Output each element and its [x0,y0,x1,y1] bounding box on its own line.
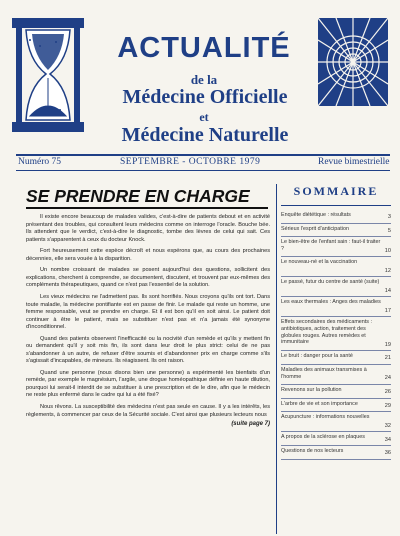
toc-title: SOMMAIRE [281,184,391,206]
toc-item-page: 19 [384,341,391,348]
toc-item[interactable] [281,385,391,399]
toc-item-label: Acupuncture : informations nouvelles [281,414,370,421]
masthead-de-la: de la [190,72,218,87]
toc-item-page: 10 [384,247,391,254]
toc-item-page: 32 [384,422,391,429]
toc-item[interactable] [281,432,391,446]
issue-frequency: Revue bimestrielle [318,157,390,167]
hourglass-logo [10,16,86,134]
article-title: SE PRENDRE EN CHARGE [26,186,250,206]
toc-item[interactable] [281,237,391,257]
toc-item[interactable] [281,257,391,277]
article-body [26,214,270,429]
toc-item[interactable] [281,317,391,351]
toc-item-label: Le nouveau-né et la vaccination [281,259,358,266]
toc-item[interactable] [281,446,391,460]
toc-item-page: 26 [384,389,391,396]
toc-item[interactable] [281,297,391,317]
toc-item-page: 3 [387,214,391,221]
toc-item-label: Le passé, futur du centre de santé (suite) [281,279,380,286]
toc-item-label: Effets secondaires des médicaments : antibiotiques, action, traitement des globules rouges. Autres remèdes et immunitaire [281,319,372,346]
article-paragraph: Quand des patients observent l'inefficacité ou la nocivité d'un remède et qu'ils y mettent fin ou demandent qu'il y soit mis fin, ils sont dans leur droit le plus strict: celui de ne pas s'abandonner à un autre, de refuser d'être soumis et d'abandonner prix en charge comme s'ils s'agissait d'incapables, de mineurs. Ils réagissent. Ils ont raison. [26,335,270,365]
toc-item-label: Le bien-être de l'enfant sain : faut-il traiter ? [281,239,381,252]
toc-item-page: 36 [384,450,391,457]
toc-item-label: Questions de nos lecteurs [281,448,344,455]
masthead-rule-top [16,154,390,156]
masthead-title: ACTUALITÉ [117,32,291,64]
masthead-medecine-naturelle: Médecine Naturelle [121,124,289,146]
toc-item[interactable] [281,365,391,385]
toc-item-page: 24 [384,375,391,382]
article-paragraph: Il existe encore beaucoup de malades valides, c'est-à-dire de patients debout et en activité présentant des troubles, qui consultent leurs médecins comme on interroge l'oracle. Bouche bée. Ils attendent que le verdict, c'est-à-dire le diagnostic, tombe des lèvres de celui qui sait. Ces patients s'apparentent à ceux du docteur Knock. [26,214,270,243]
toc-item-page: 12 [384,267,391,274]
masthead [0,0,400,167]
toc-item[interactable] [281,399,391,413]
issue-date: SEPTEMBRE - OCTOBRE 1979 [120,157,261,167]
toc-item-label: Maladies des animaux transmises à l'homme [281,367,367,380]
toc-item[interactable] [281,210,391,224]
toc-item-label: L'arbre de vie et son importance [281,400,358,407]
toc-item[interactable] [281,351,391,365]
toc-item-label: Enquête diététique : résultats [281,212,351,218]
toc-item-page: 14 [384,287,391,294]
table-of-contents [276,184,391,534]
toc-item-page: 5 [387,227,391,234]
toc-item[interactable] [281,224,391,238]
toc-list [277,210,391,460]
masthead-medecine-officielle: Médecine Officielle [122,86,288,108]
toc-item-page: 29 [384,402,391,409]
article-paragraph: Les vieux médecins ne l'admettent pas. Ils sont horrifiés. Nous croyons qu'ils ont tort. Dans toute maladie, la médecine pontifiante est en passe de finir. Le malade qui reste un homme, une femme responsable, veut se prendre en charge. Et il est bon qu'il en soit ainsi. Le patient doit continuer à être le patient, mais se substituer n'est pas et n'a jamais été synonyme d'inconditionnel. [26,294,270,331]
toc-item-label: Les eaux thermales : Anges des maladies [281,299,381,306]
article-continued: (suite page 7) [231,421,270,428]
article-paragraph: Quand une personne (nous disons bien une personne) a expérimenté les bienfaits d'un remède, par exemple le magnésium, l'argile, une drogue homéopathique définie en haute dilution, pourquoi lui serait-il interdit de se substituer à une prescription et de le dire, afin que le médecin ne reste plus enfermé dans le cadre qui lui a été fixé? [26,369,270,399]
masthead-et: et [199,110,209,124]
toc-item-page: 17 [384,307,391,314]
toc-item-label: Le bruit : danger pour la santé [281,353,353,360]
toc-item[interactable] [281,277,391,297]
issue-number: Numéro 75 [18,157,62,167]
sunburst-logo [318,18,388,106]
toc-item-page: 34 [384,436,391,443]
toc-item-label: Sérieux l'esprit d'anticipation [281,225,349,232]
toc-item[interactable] [281,412,391,432]
article-paragraph: Un nombre croissant de malades se posent aujourd'hui des questions, sollicitent des explications, cherchent à comprendre, se documentent, discutent, et trouvent par eux-mêmes des compléments thérapeutiques, quand ce n'est pas l'essentiel de la solution. [26,267,270,289]
toc-item-label: Revenons sur la pollution [281,387,342,394]
toc-item-page: 21 [384,355,391,362]
toc-item-label: A propos de la sclérose en plaques [281,434,365,441]
article-paragraph: Fort heureusement cette espèce décroît et nous espérons que, au cours des prochaines décennies, elle sera vouée à la disparition. [26,248,270,262]
masthead-rule-bottom [16,170,390,171]
article-paragraph: Nous rêvons. La susceptibilité des médecins n'est pas seule en cause. Il y a les intérêts, les règlements, à commencer par ceux de la Sécurité sociale. C'est ainsi que plusieurs lecteurs nous [26,404,270,418]
article-title-rule [26,207,268,209]
